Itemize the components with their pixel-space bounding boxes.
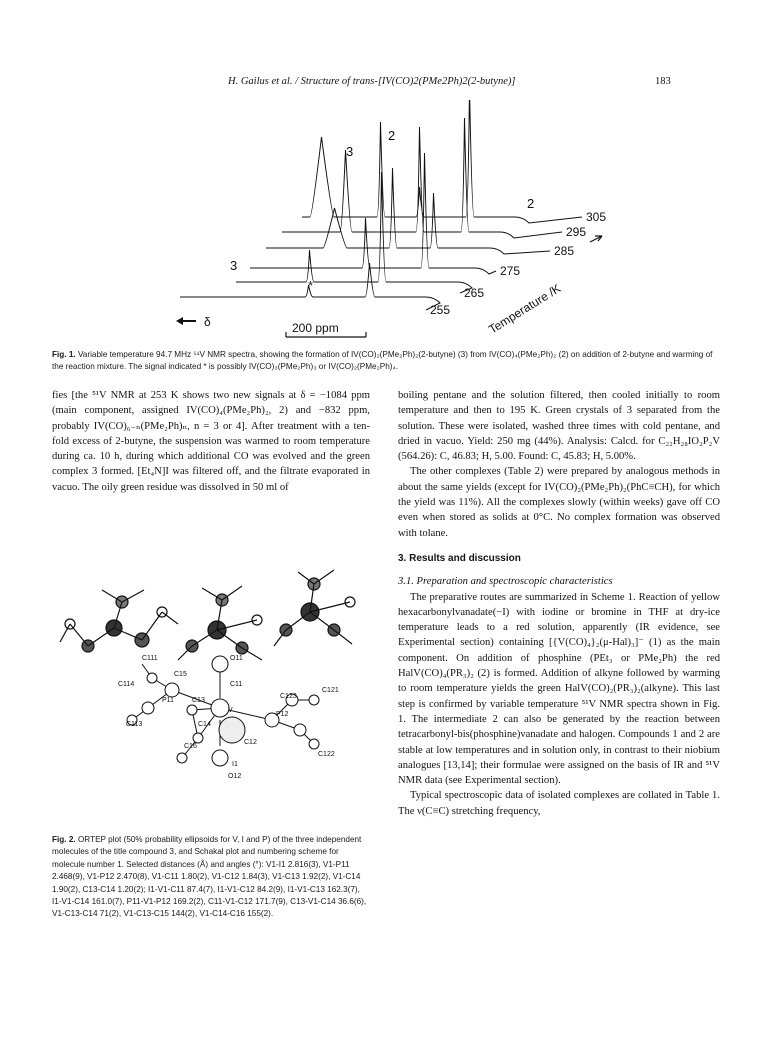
right-paragraph-1: boiling pentane and the solution filtered, then cooled initially to room temperature and then to 195 K. Green crystals of 3 separated from the solution. These were isolated, washed three times with cold pentane, and dried in vacuo. Yield: 250 mg (44%). Analysis: Calcd. for C₂₂H₂₈IO₂P₂V (564.26): C, 46.83; H, 5.00. Found: C, 45.83; H, 5.00%. (398, 390, 720, 463)
atom-label-c123: C123 (280, 693, 297, 700)
spectrum-trace-285 (266, 168, 550, 254)
atom-label-c13: C13 (192, 697, 205, 704)
left-paragraph-1: fies [the ⁵¹V NMR at 253 K shows two new signals at δ = −1084 ppm (main component, assigned IV(CO)₄(PMe₂Ph)₂, 2) and −832 ppm, probably IV(CO)₆₋ₙ(PMe₂Ph)ₙ, n = 3 or 4]. After treatment with a ten-fold excess of 2-butyne, the suspension was warmed to room temperature during ca. 10 h, during which additional CO was evolved and the green complex 3 formed. [Et₄N]I was filtered off, and the filtrate evaporated in vacuo. The oily green residue was dissolved in 50 ml of (52, 390, 370, 493)
atom-label-c122: C122 (318, 751, 335, 758)
spectrum-trace-275 (250, 153, 496, 274)
atom-label-p11: P11 (162, 697, 174, 704)
spectrum-trace-295 (282, 118, 562, 238)
spectrum-trace-305 (302, 100, 582, 223)
temperature-label-255: 255 (430, 303, 451, 317)
right-paragraph-4: Typical spectroscopic data of isolated complexes are collated in Table 1. The ν(C≡C) stretching frequency, (398, 790, 720, 817)
figure1-caption-label: Fig. 1. (52, 350, 76, 359)
right-paragraph-2: The other complexes (Table 2) were prepared by analogous methods in about the same yields (except for IV(CO)₂(PMe₂Ph)₂(PhC≡CH), for which the yield was 11%). All the complexes slowly (within weeks) gave off CO even when stored as solids at 0°C. No complex formation was observed with tolane. (398, 466, 720, 539)
peak-label-2-top: 2 (388, 128, 396, 143)
atom-label-i1: I1 (232, 761, 238, 768)
scale-label: 200 ppm (292, 321, 339, 335)
schakal-plot (127, 656, 319, 766)
molecule-group-top (60, 570, 355, 660)
peak-label-2-right: 2 (527, 196, 535, 211)
atom-label-c15: C15 (174, 671, 187, 678)
temperature-label-305: 305 (586, 210, 607, 224)
section-title: 3. Results and discussion (398, 552, 521, 564)
peak-label-star: * (308, 278, 314, 293)
temperature-label-285: 285 (554, 244, 575, 258)
peak-label-3-left: 3 (230, 258, 238, 273)
temperature-label-275: 275 (500, 264, 521, 278)
running-title: H. Gailus et al. / Structure of trans-[IV(CO)2(PMe2Ph)2(2-butyne)] (228, 76, 516, 87)
spectra-traces (180, 100, 582, 310)
peak-label-3-top: 3 (346, 144, 354, 159)
figure2-caption-text: ORTEP plot (50% probability ellipsoids for V, I and P) of the three independent molecules of the title compound 3, and Schakal plot and numbering scheme for molecule number 1. Selected distances (Å) and angles (°): V1-I1 2.816(3), V1-P11 2.468(9), V1-P12 2.470(8), V1-C11 1.80(2), V1-C12 1.84(3), V1-C13 1.92(2), V1-C14 1.90(2), C13-C14 1.20(2); I1-V1-C11 87.4(7), I1-V1-C12 84.2(9), I1-V1-C13 162.3(7), I1-V1-C14 161.0(7), P11-V1-P12 169.2(2), C11-V1-C12 171.7(9), C13-V1-C14 36.6(6), V1-C13-C14 71(2), V1-C13-C15 144(2), V1-C14-C16 155(2). (52, 835, 367, 919)
atom-label-c14: C14 (198, 721, 211, 728)
left-column (52, 388, 370, 495)
temperature-axis-label: Temperature /K (486, 281, 564, 337)
figure1-caption-text: Variable temperature 94.7 MHz ⁵¹V NMR spectra, showing the formation of IV(CO)₂(PMe₂Ph)₂(2-butyne) (3) from IV(CO)₄(PMe₂Ph)₂ (2) on addition of 2-butyne and warming of the reaction mixture. The signal indicated * is possibly IV(CO)₃(PMe₂Ph)₃ or IV(CO)₂(PMe₂Ph)₄. (52, 350, 713, 372)
atom-label-c113: C113 (126, 721, 143, 728)
atom-label-o11: O11 (230, 655, 243, 662)
atom-label-o12: O12 (228, 773, 242, 780)
figure2-caption (52, 834, 370, 921)
figure2-caption-label: Fig. 2. (52, 835, 76, 844)
ortep-structure-figure (52, 560, 372, 830)
page-number: 183 (655, 76, 671, 87)
atom-label-c16: C16 (184, 743, 197, 750)
atom-label-p12: P12 (276, 711, 289, 718)
temperature-label-265: 265 (464, 286, 485, 300)
nmr-spectra-figure (170, 100, 610, 345)
atom-label-c111: C111 (142, 655, 158, 662)
atom-label-c12: C12 (244, 739, 257, 746)
atom-label-c11: C11 (230, 681, 243, 688)
atom-label-v: V (228, 707, 233, 714)
temperature-label-295: 295 (566, 225, 587, 239)
delta-label: δ (204, 315, 211, 329)
right-paragraph-3: The preparative routes are summarized in Scheme 1. Reaction of yellow hexacarbonylvanadate(−I) with iodine or bromine in THF at dry-ice temperature leads to a red solution, apparently (IR evidence, see Experimental section) containing [{V(CO)₄}₂(μ-Hal)₃]⁻ (1) as the main component. On addition of phosphine (PEt₃ or PMe₂Ph) the red HalV(CO)₄(PR₃)₂ (2) is formed. Addition of alkyne followed by warming to room temperature yields the green HalV(CO)₂(PR₃)₂(alkyne). This last step is confirmed by variable temperature ⁵¹V NMR spectra shown in Fig. 1. The intermediate 2 can also be generated by the reaction between tetracarbonyl-bis(phosphine)vanadate and halogen. Compounds 1 and 2 are stable at low temperatures and in solution only, in contrast to their niobium analogues [13,14]; their formulae were assigned on the basis of IR and ⁵¹V NMR data (see Experimental section). (398, 591, 720, 787)
right-column (398, 388, 720, 819)
atom-label-c114: C114 (118, 681, 135, 688)
atom-label-c121: C121 (322, 687, 339, 694)
figure1-caption (52, 349, 720, 374)
subsection-title: 3.1. Preparation and spectroscopic characteristics (398, 576, 613, 588)
